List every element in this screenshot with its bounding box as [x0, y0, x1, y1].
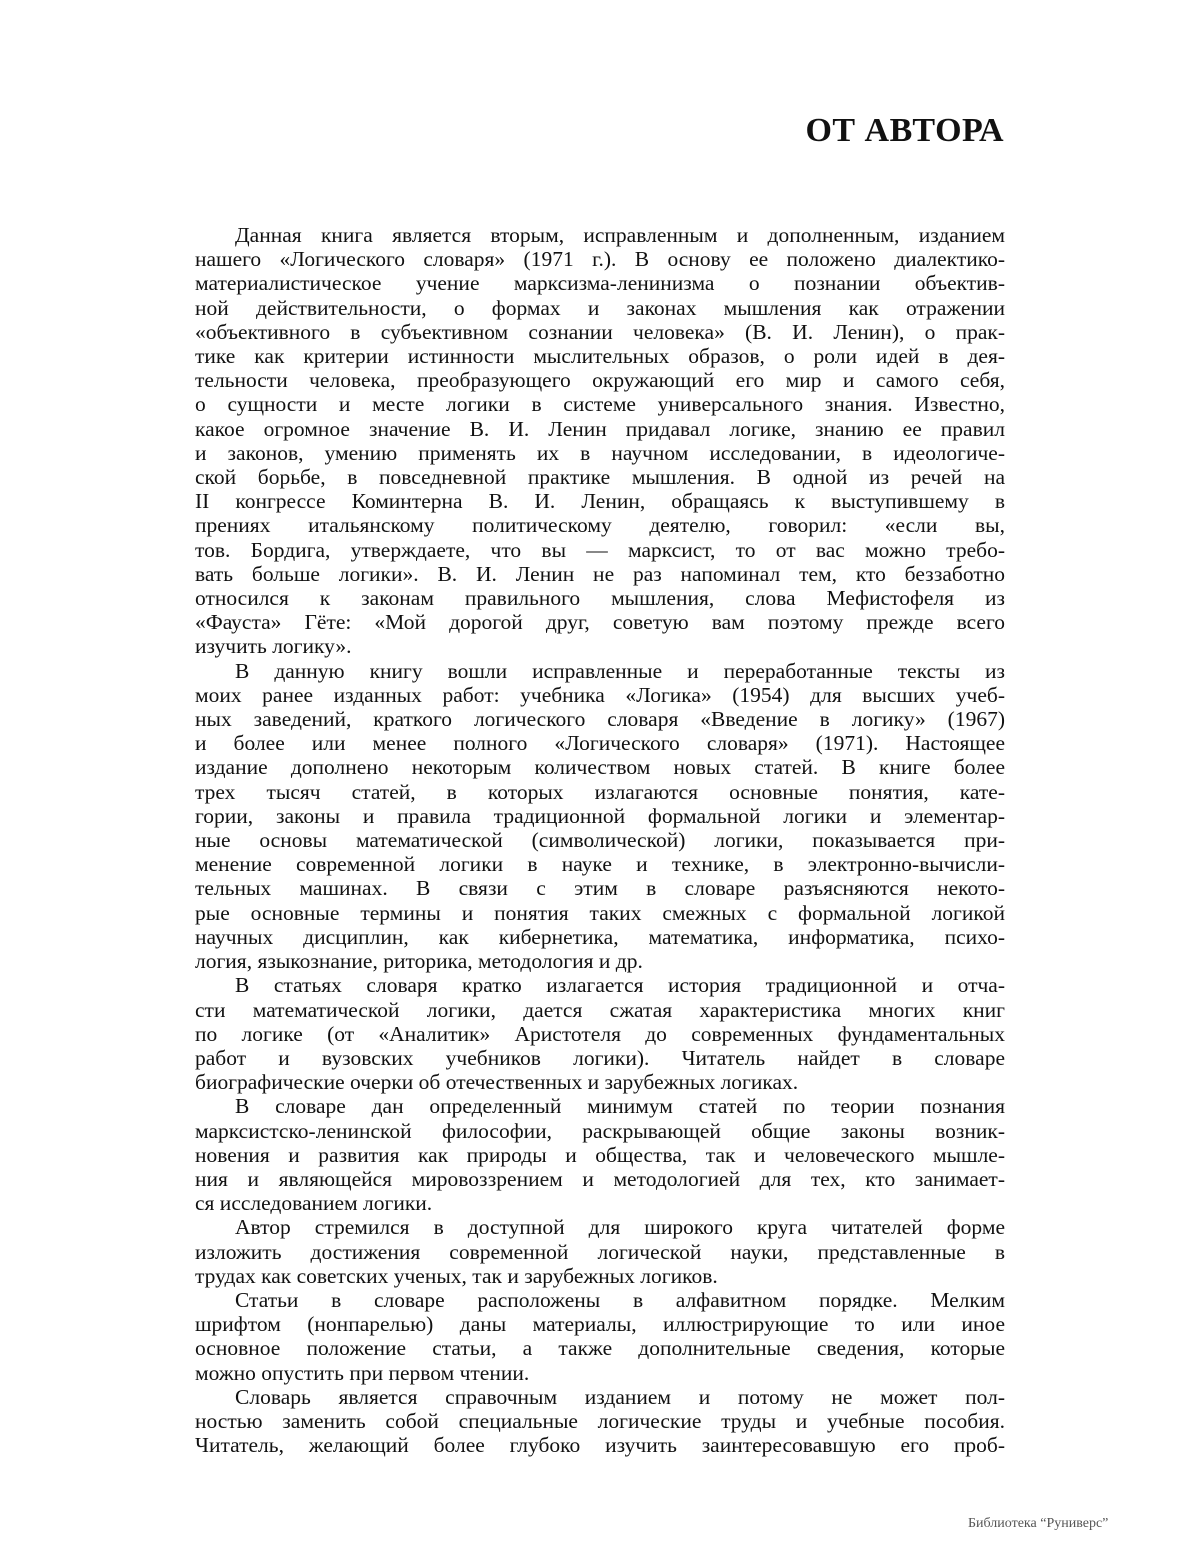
text-line: и более или менее полного «Логического словаря» (1971). Настоящее [195, 731, 1005, 756]
paragraph [195, 1094, 1005, 1215]
text-line: относился к законам правильного мышления, слова Мефистофеля из [195, 586, 1005, 611]
text-line: по логике (от «Аналитик» Аристотеля до современных фундаментальных [195, 1021, 1005, 1046]
text-line: В словаре дан определенный минимум статей по теории познания [235, 1094, 1005, 1119]
text-line: научных дисциплин, как кибернетика, математика, информатика, психо- [195, 924, 1005, 949]
text-line: тов. Бордига, утверждаете, что вы — марксист, то от вас можно требо- [195, 537, 1005, 562]
paragraph [195, 973, 1005, 1094]
text-line: основное положение статьи, а также дополнительные сведения, которые [195, 1336, 1005, 1361]
text-line: изложить достижения современной логической науки, представленные в [195, 1239, 1005, 1264]
text-line: рые основные термины и понятия таких смежных с формальной логикой [195, 900, 1005, 925]
text-line: тике как критерии истинности мыслительных образов, о роли идей в дея- [195, 344, 1005, 369]
text-line: менение современной логики в науке и технике, в электронно-вычисли- [195, 852, 1005, 877]
text-line: Данная книга является вторым, исправленным и дополненным, изданием [235, 223, 1005, 247]
text-line: ные основы математической (символической) логики, показывается при- [195, 828, 1005, 853]
text-line: какое огромное значение В. И. Ленин придавал логике, знанию ее правил [195, 416, 1005, 441]
paragraph [195, 1385, 1005, 1458]
text-line: «Фауста» Гёте: «Мой дорогой друг, советую вам поэтому прежде всего [195, 610, 1005, 635]
text-line: трех тысяч статей, в которых излагаются основные понятия, кате- [195, 779, 1005, 804]
text-line: марксистско-ленинской философии, раскрывающей общие законы возник- [195, 1118, 1005, 1143]
text-line: вать больше логики». В. И. Ленин не раз напоминал тем, кто беззаботно [195, 561, 1005, 586]
text-line: сти математической логики, дается сжатая характеристика многих книг [195, 997, 1005, 1022]
text-line: В статьях словаря кратко излагается история традиционной и отча- [235, 973, 1005, 998]
text-line: Статьи в словаре расположены в алфавитном порядке. Мелким [235, 1287, 1005, 1312]
body-text [195, 223, 1005, 1457]
text-line: «объективного в субъективном сознании человека» (В. И. Ленин), о прак- [195, 319, 1005, 344]
page-title: ОТ АВТОРА [805, 112, 1004, 149]
text-line: трудах как советских ученых, так и зарубежных логиков. [195, 1263, 718, 1288]
text-line: Автор стремился в доступной для широкого круга читателей форме [235, 1215, 1005, 1240]
library-watermark: Библиотека “Руниверс” [968, 1516, 1109, 1531]
text-line: логия, языкознание, риторика, методология и др. [195, 949, 643, 974]
text-line: нашего «Логического словаря» (1971 г.). В основу ее положено диалектико- [195, 247, 1005, 272]
text-line: материалистическое учение марксизма-ленинизма о познании объектив- [195, 271, 1005, 296]
text-line: ностью заменить собой специальные логические труды и учебные пособия. [195, 1408, 1005, 1433]
text-line: работ и вузовских учебников логики). Читатель найдет в словаре [195, 1045, 1005, 1070]
text-line: тельности человека, преобразующего окружающий его мир и самого себя, [195, 368, 1005, 393]
paragraph [195, 659, 1005, 974]
text-line: моих ранее изданных работ: учебника «Логика» (1954) для высших учеб- [195, 682, 1005, 707]
text-line: шрифтом (нонпарелью) даны материалы, иллюстрирующие то или иное [195, 1312, 1005, 1337]
paragraph [195, 1215, 1005, 1288]
text-line: ных заведений, краткого логического словаря «Введение в логику» (1967) [195, 707, 1005, 732]
text-line: издание дополнено некоторым количеством новых статей. В книге более [195, 755, 1005, 780]
text-line: II конгрессе Коминтерна В. И. Ленин, обращаясь к выступившему в [195, 489, 1005, 514]
text-line: биографические очерки об отечественных и зарубежных логиках. [195, 1070, 799, 1095]
text-line: Словарь является справочным изданием и потому не может пол- [235, 1384, 1005, 1409]
text-line: новения и развития как природы и общества, так и человеческого мышле- [195, 1142, 1005, 1167]
text-line: ной действительности, о формах и законах мышления как отражении [195, 295, 1005, 320]
text-line: В данную книгу вошли исправленные и переработанные тексты из [235, 658, 1005, 683]
text-line: можно опустить при первом чтении. [195, 1360, 530, 1385]
paragraph [195, 1288, 1005, 1385]
text-line: ся исследованием логики. [195, 1191, 433, 1216]
text-line: гории, законы и правила традиционной формальной логики и элементар- [195, 803, 1005, 828]
text-line: прениях итальянскому политическому деятелю, говорил: «если вы, [195, 513, 1005, 538]
text-line: тельных машинах. В связи с этим в словаре разъясняются некото- [195, 876, 1005, 901]
text-line: Читатель, желающий более глубоко изучить заинтересовавшую его проб- [195, 1433, 1005, 1458]
text-line: о сущности и месте логики в системе универсального знания. Известно, [195, 392, 1005, 417]
text-line: и законов, умению применять их в научном исследовании, в идеологиче- [195, 440, 1005, 465]
paragraph [195, 223, 1005, 659]
text-line: изучить логику». [195, 634, 352, 659]
text-line: ния и являющейся мировоззрением и методологией для тех, кто занимает- [195, 1166, 1005, 1191]
text-line: ской борьбе, в повседневной практике мышления. В одной из речей на [195, 465, 1005, 490]
